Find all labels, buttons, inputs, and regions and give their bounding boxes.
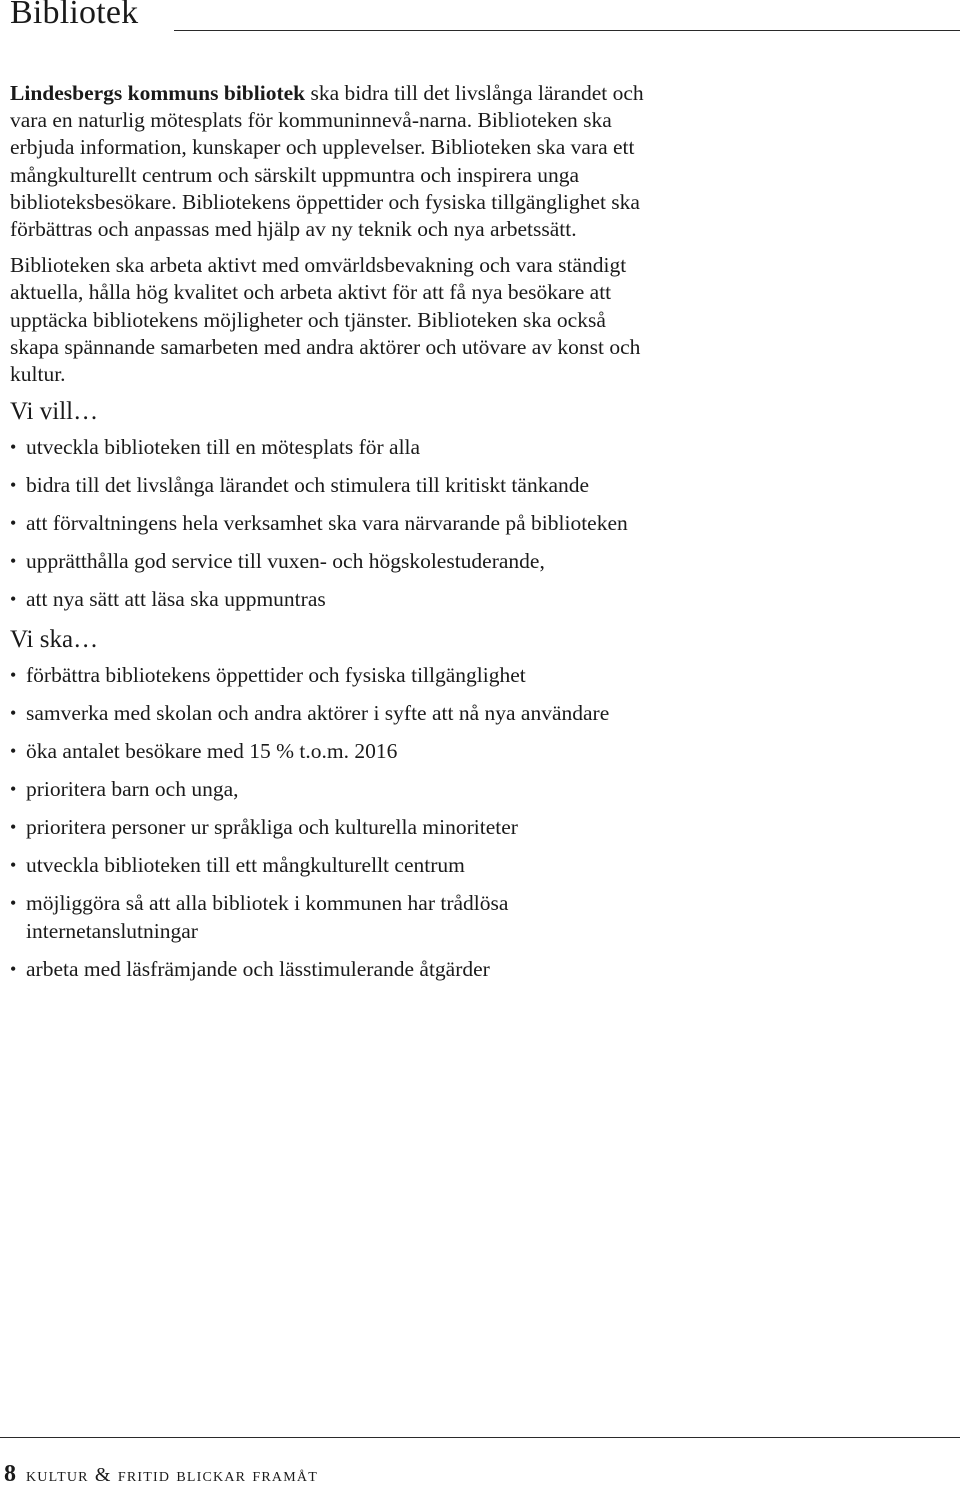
page-number: 8 [4, 1461, 16, 1487]
intro-lead: Lindesbergs kommuns bibliotek [10, 81, 306, 105]
list-item: • utveckla biblioteken till en mötesplats för alla [10, 434, 660, 462]
bullet-icon: • [10, 475, 17, 496]
main-content [10, 80, 660, 994]
list-item: • att nya sätt att läsa ska uppmuntras [10, 586, 660, 614]
intro-paragraph [10, 80, 660, 243]
bullet-icon: • [10, 817, 17, 838]
bullet-icon: • [10, 958, 17, 979]
list-item: • förbättra bibliotekens öppettider och fysiska tillgänglighet [10, 662, 660, 690]
bullet-icon: • [10, 779, 17, 800]
vi-ska-heading: Vi ska… [10, 626, 99, 654]
bullet-icon: • [10, 741, 17, 762]
bullet-icon: • [10, 893, 17, 914]
list-item: • möjliggöra så att alla bibliotek i kommunen har trådlösa internetanslutningar [10, 891, 509, 943]
list-item: • prioritera personer ur språkliga och kulturella minoriteter [10, 814, 660, 842]
bullet-icon: • [10, 703, 17, 724]
body-paragraph: Biblioteken ska arbeta aktivt med omvärldsbevakning och vara ständigt aktuella, hålla hög kvalitet och arbeta aktivt för att få nya besökare att upptäcka bibliotekens möjligheter och tjänster. Biblioteken ska också skapa spännande samarbeten med andra aktörer och utövare av konst och kultur. [10, 253, 641, 387]
list-item: • prioritera barn och unga, [10, 776, 660, 804]
intro-text: ska bidra till det livslånga lärandet och vara en naturlig mötesplats för kommuninnevå-narna. Biblioteken ska erbjuda information, kunskaper och upplevelser. Biblioteken ska vara ett mångkulturellt centrum och särskilt uppmuntra och inspirera unga biblioteksbesökare. Bibliotekens öppettider och fysiska tillgänglighet ska förbättras och anpassas med hjälp av ny teknik och nya arbetssätt. [10, 81, 644, 242]
running-title: kultur & fritid blickar framåt [26, 1464, 318, 1486]
bullet-icon: • [10, 437, 17, 458]
list-item: • öka antalet besökare med 15 % t.o.m. 2016 [10, 738, 660, 766]
vi-vill-list [10, 434, 660, 614]
page-title: Bibliotek [10, 0, 139, 31]
list-item: • att förvaltningens hela verksamhet ska vara närvarande på biblioteken [10, 510, 660, 538]
list-item: • upprätthålla god service till vuxen- och högskolestuderande, [10, 548, 660, 576]
list-item: • samverka med skolan och andra aktörer i syfte att nå nya användare [10, 700, 660, 728]
list-item: • arbeta med läsfrämjande och lässtimulerande åtgärder [10, 956, 660, 984]
bullet-icon: • [10, 513, 17, 534]
bullet-icon: • [10, 551, 17, 572]
page-footer [4, 1461, 318, 1488]
title-rule [174, 30, 960, 31]
footer-rule [0, 1437, 960, 1438]
vi-ska-list [10, 662, 660, 983]
list-item: • utveckla biblioteken till ett mångkulturellt centrum [10, 852, 660, 880]
bullet-icon: • [10, 665, 17, 686]
vi-vill-heading: Vi vill… [10, 398, 99, 426]
bullet-icon: • [10, 589, 17, 610]
bullet-icon: • [10, 855, 17, 876]
list-item: • bidra till det livslånga lärandet och stimulera till kritiskt tänkande [10, 472, 660, 500]
